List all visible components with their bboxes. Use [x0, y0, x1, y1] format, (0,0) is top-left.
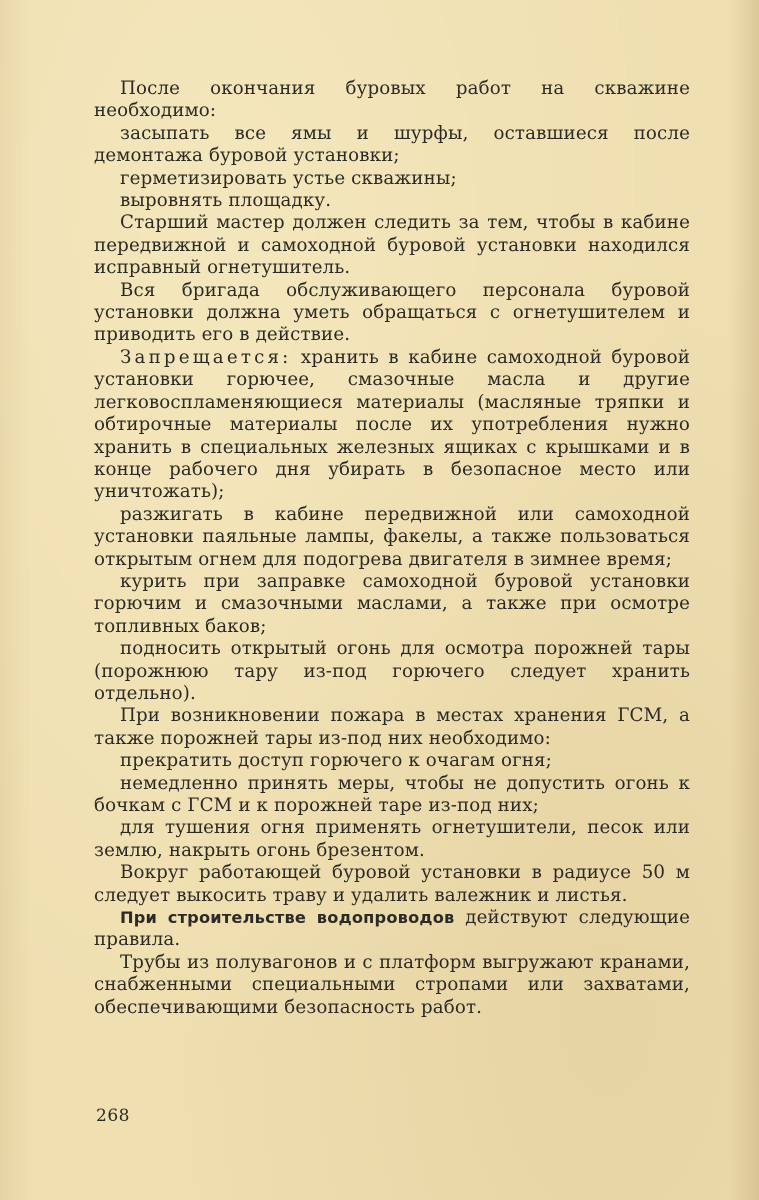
paragraph: Трубы из полувагонов и с платформ выгружают кранами, снабженными специальными стропами или захватами, обеспечивающими безопасность работ.: [94, 951, 690, 1018]
paragraph: для тушения огня применять огнетушители, песок или землю, накрыть огонь брезентом.: [94, 817, 690, 861]
paragraph: Старший мастер должен следить за тем, чтобы в кабине передвижной и самоходной буровой установки находился исправный огнетушитель.: [94, 212, 690, 279]
paragraph: Вся бригада обслуживающего персонала буровой установки должна уметь обращаться с огнетушителем и приводить его в действие.: [94, 279, 690, 346]
prohibition-lead: Запрещается:: [120, 346, 292, 368]
page-body: [94, 78, 690, 1019]
paragraph: [94, 907, 690, 952]
paragraph: герметизировать устье скважины;: [120, 167, 457, 189]
paragraph: прекратить доступ горючего к очагам огня;: [120, 750, 552, 772]
paragraph: немедленно принять меры, чтобы не допустить огонь к бочкам с ГСМ и к порожней таре из-под них;: [94, 772, 690, 816]
paragraph-text: хранить в кабине самоходной буровой установки горючее, смазочные масла и другие легковоспламеняющиеся материалы (масляные тряпки и обтирочные материалы после их употребления нужно хранить в специальных железных ящиках с крышками и в конце рабочего дня убирать в безопасное место или уничтожать);: [94, 346, 690, 503]
paragraph: При возникновении пожара в местах хранения ГСМ, а также порожней тары из-под них необходимо:: [94, 705, 690, 749]
page-number: 268: [96, 1106, 130, 1126]
paragraph: подносить открытый огонь для осмотра порожней тары (порожнюю тару из-под горючего следует хранить отдельно).: [94, 638, 690, 704]
paragraph: выровнять площадку.: [120, 190, 332, 212]
paragraph-text: действуют следующие правила.: [94, 907, 691, 951]
paragraph: курить при заправке самоходной буровой установки горючим и смазочными маслами, а также при осмотре топливных баков;: [94, 570, 690, 637]
paragraph: засыпать все ямы и шурфы, оставшиеся после демонтажа буровой установки;: [94, 122, 690, 167]
paragraph: Вокруг работающей буровой установки в радиусе 50 м следует выкосить траву и удалить валежник и листья.: [94, 862, 690, 906]
paragraph: [94, 347, 690, 504]
paragraph: После окончания буровых работ на скважине необходимо:: [94, 78, 690, 122]
section-lead: При строительстве водопроводов: [120, 908, 455, 928]
paragraph: разжигать в кабине передвижной или самоходной установки паяльные лампы, факелы, а также пользоваться открытым огнем для подогрева двигателя в зимнее время;: [94, 503, 690, 570]
